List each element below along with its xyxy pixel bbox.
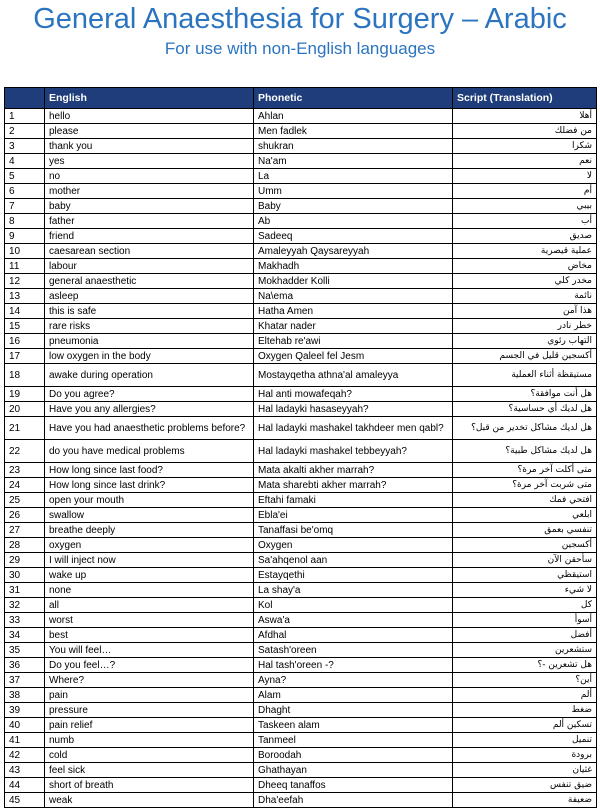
script-cell: أب	[453, 214, 597, 229]
english-cell: low oxygen in the body	[45, 349, 254, 364]
table-row	[5, 493, 597, 508]
table-row	[5, 628, 597, 643]
phonetic-cell: Ayna?	[254, 673, 453, 688]
script-cell: ضغط	[453, 703, 597, 718]
script-cell: كل	[453, 598, 597, 613]
phonetic-cell: Estayqethi	[254, 568, 453, 583]
column-header-english: English	[45, 88, 254, 109]
row-number: 23	[5, 463, 45, 478]
row-number: 38	[5, 688, 45, 703]
phonetic-cell: Dheeq tanaffos	[254, 778, 453, 793]
row-number: 34	[5, 628, 45, 643]
script-cell: تسكين ألم	[453, 718, 597, 733]
phonetic-cell: Hal ladayki hasaseyyah?	[254, 402, 453, 417]
english-cell: How long since last food?	[45, 463, 254, 478]
table-row	[5, 364, 597, 387]
script-cell: هل لديك مشاكل تخدير من قبل؟	[453, 417, 597, 440]
script-cell: لا	[453, 169, 597, 184]
english-cell: Have you any allergies?	[45, 402, 254, 417]
row-number: 7	[5, 199, 45, 214]
phonetic-cell: Ab	[254, 214, 453, 229]
table-row	[5, 538, 597, 553]
english-cell: do you have medical problems	[45, 440, 254, 463]
english-cell: labour	[45, 259, 254, 274]
phonetic-cell: Men fadlek	[254, 124, 453, 139]
table-row	[5, 274, 597, 289]
english-cell: thank you	[45, 139, 254, 154]
row-number: 18	[5, 364, 45, 387]
row-number: 6	[5, 184, 45, 199]
row-number: 25	[5, 493, 45, 508]
english-cell: hello	[45, 109, 254, 124]
row-number: 41	[5, 733, 45, 748]
table-row	[5, 154, 597, 169]
script-cell: هل أنت موافقة؟	[453, 387, 597, 402]
english-cell: friend	[45, 229, 254, 244]
script-cell: متى أكلت آخر مرة؟	[453, 463, 597, 478]
script-cell: أفضل	[453, 628, 597, 643]
table-row	[5, 763, 597, 778]
table-row	[5, 703, 597, 718]
row-number: 16	[5, 334, 45, 349]
table-row	[5, 508, 597, 523]
row-number: 28	[5, 538, 45, 553]
english-cell: baby	[45, 199, 254, 214]
phonetic-cell: Taskeen alam	[254, 718, 453, 733]
english-cell: pneumonia	[45, 334, 254, 349]
row-number: 5	[5, 169, 45, 184]
script-cell: تنفسي بعمق	[453, 523, 597, 538]
table-row	[5, 402, 597, 417]
english-cell: short of breath	[45, 778, 254, 793]
table-row	[5, 319, 597, 334]
english-cell: wake up	[45, 568, 254, 583]
phonetic-cell: Oxygen	[254, 538, 453, 553]
row-number: 21	[5, 417, 45, 440]
table-body	[5, 109, 597, 808]
script-cell: افتحي فمك	[453, 493, 597, 508]
english-cell: this is safe	[45, 304, 254, 319]
table-row	[5, 440, 597, 463]
english-cell: pain	[45, 688, 254, 703]
phonetic-cell: shukran	[254, 139, 453, 154]
table-row	[5, 244, 597, 259]
row-number: 4	[5, 154, 45, 169]
script-cell: تنميل	[453, 733, 597, 748]
script-cell: التهاب رئوي	[453, 334, 597, 349]
script-cell: شكرا	[453, 139, 597, 154]
phonetic-cell: Sa'ahqenol aan	[254, 553, 453, 568]
table-row	[5, 688, 597, 703]
english-cell: I will inject now	[45, 553, 254, 568]
english-cell: general anaesthetic	[45, 274, 254, 289]
table-row	[5, 184, 597, 199]
table-row	[5, 733, 597, 748]
english-cell: breathe deeply	[45, 523, 254, 538]
table-row	[5, 387, 597, 402]
row-number: 13	[5, 289, 45, 304]
script-cell: نائمة	[453, 289, 597, 304]
table-row	[5, 673, 597, 688]
script-cell: سأحقن الآن	[453, 553, 597, 568]
phonetic-cell: Umm	[254, 184, 453, 199]
english-cell: awake during operation	[45, 364, 254, 387]
phonetic-cell: Eltehab re'awi	[254, 334, 453, 349]
script-cell: ضيق تنفس	[453, 778, 597, 793]
english-cell: pressure	[45, 703, 254, 718]
english-cell: open your mouth	[45, 493, 254, 508]
row-number: 2	[5, 124, 45, 139]
table-row	[5, 643, 597, 658]
script-cell: ضعيفة	[453, 793, 597, 808]
phrase-table	[4, 87, 597, 808]
script-cell: ابلعي	[453, 508, 597, 523]
phonetic-cell: Hal tash'oreen -?	[254, 658, 453, 673]
row-number: 1	[5, 109, 45, 124]
table-row	[5, 613, 597, 628]
phonetic-cell: Ahlan	[254, 109, 453, 124]
phonetic-cell: Satash'oreen	[254, 643, 453, 658]
row-number: 45	[5, 793, 45, 808]
phonetic-cell: Tanaffasi be'omq	[254, 523, 453, 538]
row-number: 42	[5, 748, 45, 763]
table-row	[5, 718, 597, 733]
table-row	[5, 598, 597, 613]
column-header-phonetic: Phonetic	[254, 88, 453, 109]
english-cell: caesarean section	[45, 244, 254, 259]
script-cell: من فضلك	[453, 124, 597, 139]
phonetic-cell: Hal ladayki mashakel takhdeer men qabl?	[254, 417, 453, 440]
script-cell: هذا آمن	[453, 304, 597, 319]
english-cell: weak	[45, 793, 254, 808]
table-row	[5, 417, 597, 440]
script-cell: مخاض	[453, 259, 597, 274]
table-row	[5, 583, 597, 598]
row-number: 10	[5, 244, 45, 259]
english-cell: please	[45, 124, 254, 139]
row-number: 32	[5, 598, 45, 613]
phonetic-cell: Tanmeel	[254, 733, 453, 748]
table-row	[5, 229, 597, 244]
table-row	[5, 478, 597, 493]
english-cell: pain relief	[45, 718, 254, 733]
phonetic-cell: Na'am	[254, 154, 453, 169]
script-cell: أكسجين قليل في الجسم	[453, 349, 597, 364]
script-cell: صديق	[453, 229, 597, 244]
phonetic-cell: Baby	[254, 199, 453, 214]
table-row	[5, 778, 597, 793]
table-row	[5, 304, 597, 319]
row-number: 11	[5, 259, 45, 274]
table-row	[5, 199, 597, 214]
english-cell: How long since last drink?	[45, 478, 254, 493]
row-number: 22	[5, 440, 45, 463]
english-cell: father	[45, 214, 254, 229]
table-row	[5, 334, 597, 349]
english-cell: Do you agree?	[45, 387, 254, 402]
row-number: 9	[5, 229, 45, 244]
script-cell: ألم	[453, 688, 597, 703]
script-cell: أم	[453, 184, 597, 199]
phonetic-cell: Hatha Amen	[254, 304, 453, 319]
table-row	[5, 214, 597, 229]
english-cell: none	[45, 583, 254, 598]
row-number: 30	[5, 568, 45, 583]
row-number: 15	[5, 319, 45, 334]
row-number: 24	[5, 478, 45, 493]
row-number: 14	[5, 304, 45, 319]
phonetic-cell: Eftahi famaki	[254, 493, 453, 508]
phonetic-cell: La shay'a	[254, 583, 453, 598]
column-header-number	[5, 88, 45, 109]
table-row	[5, 169, 597, 184]
script-cell: متى شربت آخر مرة؟	[453, 478, 597, 493]
script-cell: هل لديك أي حساسية؟	[453, 402, 597, 417]
row-number: 35	[5, 643, 45, 658]
phonetic-cell: Amaleyyah Qaysareyyah	[254, 244, 453, 259]
english-cell: oxygen	[45, 538, 254, 553]
phonetic-cell: Khatar nader	[254, 319, 453, 334]
english-cell: Do you feel…?	[45, 658, 254, 673]
phonetic-cell: La	[254, 169, 453, 184]
row-number: 36	[5, 658, 45, 673]
table-header-row	[5, 88, 597, 109]
table-row	[5, 259, 597, 274]
table-row	[5, 463, 597, 478]
table-row	[5, 349, 597, 364]
row-number: 29	[5, 553, 45, 568]
phonetic-cell: Dha'eefah	[254, 793, 453, 808]
script-cell: ستشعرين	[453, 643, 597, 658]
row-number: 37	[5, 673, 45, 688]
phonetic-cell: Aswa'a	[254, 613, 453, 628]
phonetic-cell: Afdhal	[254, 628, 453, 643]
phonetic-cell: Ebla'ei	[254, 508, 453, 523]
phonetic-cell: Hal anti mowafeqah?	[254, 387, 453, 402]
row-number: 31	[5, 583, 45, 598]
script-cell: نعم	[453, 154, 597, 169]
english-cell: yes	[45, 154, 254, 169]
page-title: General Anaesthesia for Surgery – Arabic	[33, 3, 567, 35]
phonetic-cell: Kol	[254, 598, 453, 613]
row-number: 26	[5, 508, 45, 523]
page-subtitle: For use with non-English languages	[164, 39, 436, 58]
english-cell: no	[45, 169, 254, 184]
english-cell: Have you had anaesthetic problems before?	[45, 417, 254, 440]
script-cell: استيقظي	[453, 568, 597, 583]
row-number: 17	[5, 349, 45, 364]
table-row	[5, 793, 597, 808]
phonetic-cell: Ghathayan	[254, 763, 453, 778]
row-number: 19	[5, 387, 45, 402]
table-row	[5, 553, 597, 568]
phonetic-cell: Alam	[254, 688, 453, 703]
english-cell: asleep	[45, 289, 254, 304]
english-cell: swallow	[45, 508, 254, 523]
phonetic-cell: Mostayqetha athna'al amaleyya	[254, 364, 453, 387]
row-number: 8	[5, 214, 45, 229]
english-cell: cold	[45, 748, 254, 763]
phonetic-cell: Hal ladayki mashakel tebbeyyah?	[254, 440, 453, 463]
english-cell: all	[45, 598, 254, 613]
phonetic-cell: Na\ema	[254, 289, 453, 304]
phonetic-cell: Sadeeq	[254, 229, 453, 244]
phonetic-cell: Boroodah	[254, 748, 453, 763]
script-cell: أسوأ	[453, 613, 597, 628]
row-number: 33	[5, 613, 45, 628]
english-cell: feel sick	[45, 763, 254, 778]
script-cell: مستيقظة أثناء العملية	[453, 364, 597, 387]
script-cell: هل تشعرين -؟	[453, 658, 597, 673]
script-cell: عملية قيصرية	[453, 244, 597, 259]
english-cell: mother	[45, 184, 254, 199]
script-cell: أين؟	[453, 673, 597, 688]
row-number: 39	[5, 703, 45, 718]
table-row	[5, 109, 597, 124]
script-cell: هل لديك مشاكل طبية؟	[453, 440, 597, 463]
script-cell: مخدر كلي	[453, 274, 597, 289]
script-cell: غثيان	[453, 763, 597, 778]
phonetic-cell: Mokhadder Kolli	[254, 274, 453, 289]
english-cell: numb	[45, 733, 254, 748]
table-row	[5, 658, 597, 673]
phonetic-cell: Dhaght	[254, 703, 453, 718]
phonetic-cell: Oxygen Qaleel fel Jesm	[254, 349, 453, 364]
row-number: 43	[5, 763, 45, 778]
script-cell: بيبي	[453, 199, 597, 214]
row-number: 27	[5, 523, 45, 538]
table-row	[5, 748, 597, 763]
row-number: 40	[5, 718, 45, 733]
row-number: 12	[5, 274, 45, 289]
column-header-script: Script (Translation)	[453, 88, 597, 109]
table-row	[5, 124, 597, 139]
phonetic-cell: Mata akalti akher marrah?	[254, 463, 453, 478]
english-cell: best	[45, 628, 254, 643]
table-row	[5, 523, 597, 538]
english-cell: worst	[45, 613, 254, 628]
script-cell: أهلا	[453, 109, 597, 124]
script-cell: أكسجين	[453, 538, 597, 553]
table-row	[5, 289, 597, 304]
script-cell: برودة	[453, 748, 597, 763]
english-cell: You will feel…	[45, 643, 254, 658]
phonetic-cell: Mata sharebti akher marrah?	[254, 478, 453, 493]
phonetic-cell: Makhadh	[254, 259, 453, 274]
table-row	[5, 568, 597, 583]
row-number: 20	[5, 402, 45, 417]
script-cell: لا شيء	[453, 583, 597, 598]
row-number: 3	[5, 139, 45, 154]
english-cell: Where?	[45, 673, 254, 688]
row-number: 44	[5, 778, 45, 793]
script-cell: خطر نادر	[453, 319, 597, 334]
english-cell: rare risks	[45, 319, 254, 334]
table-row	[5, 139, 597, 154]
